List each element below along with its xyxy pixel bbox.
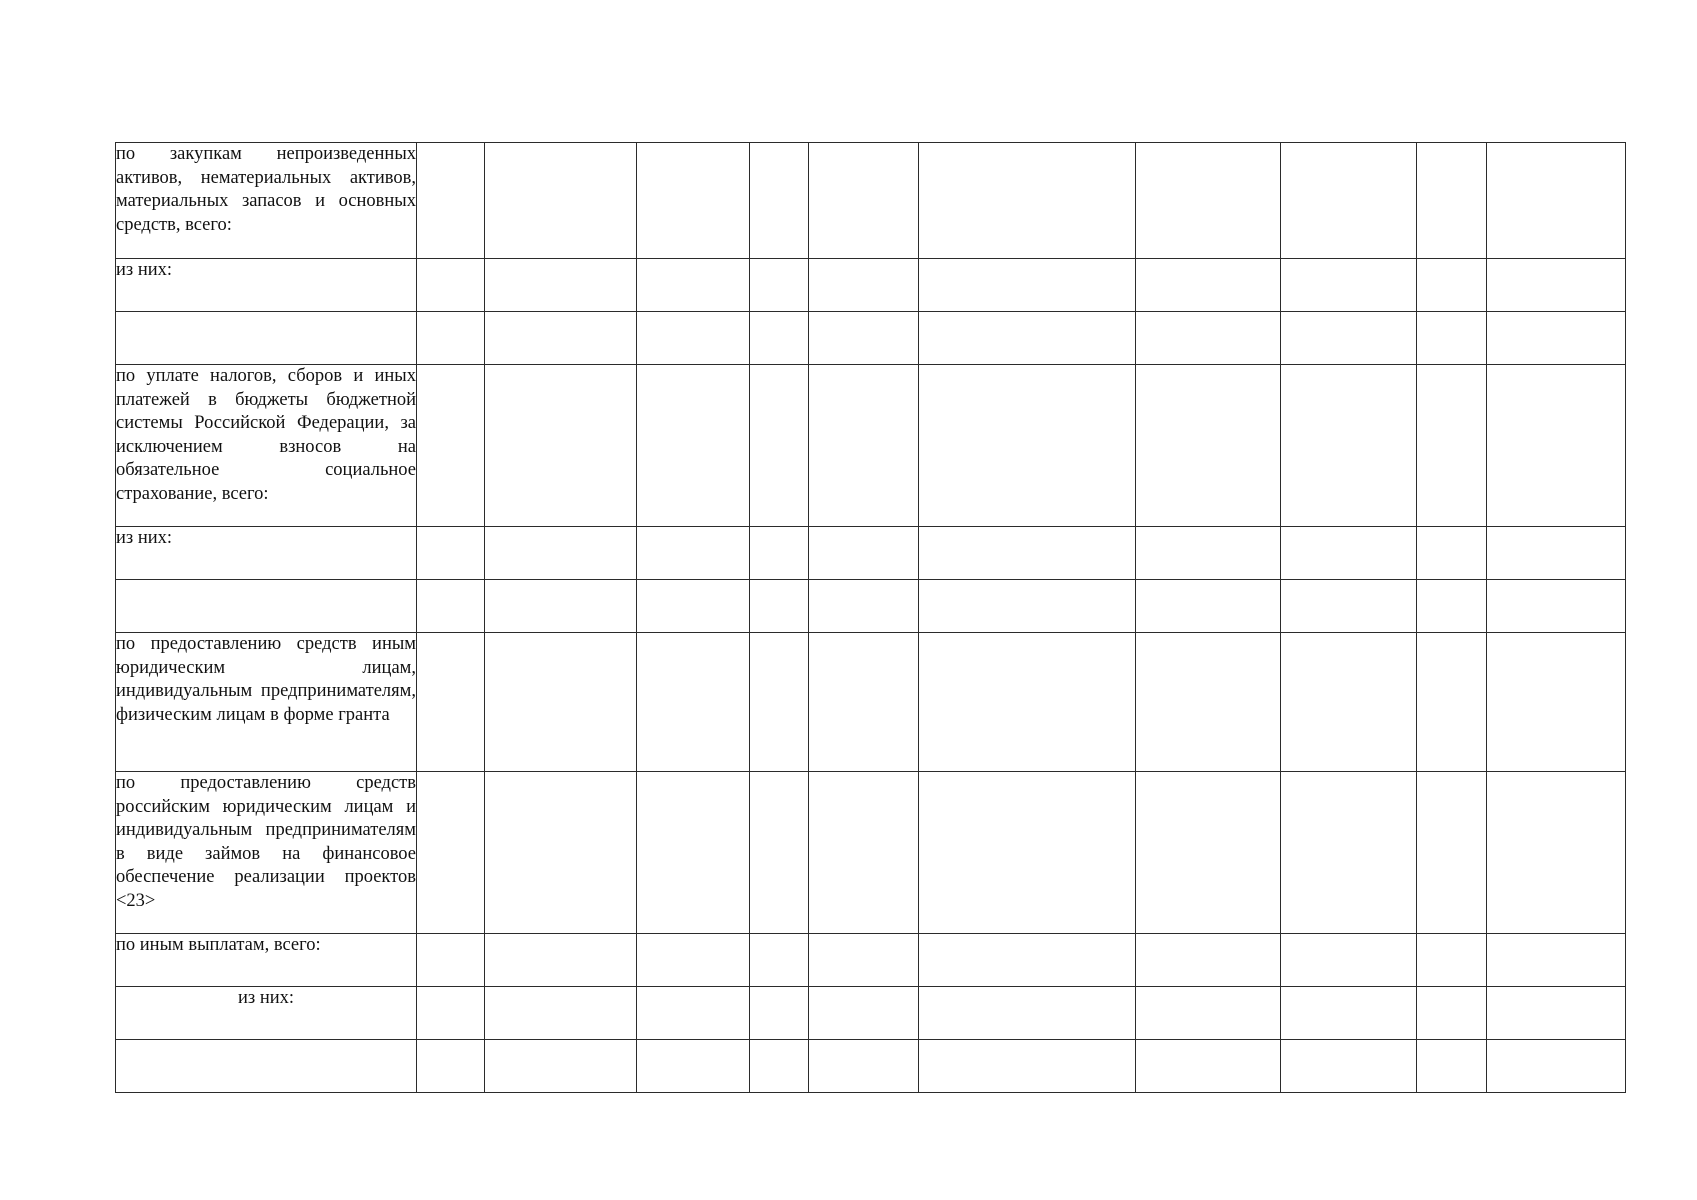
- table-cell: [919, 1040, 1136, 1093]
- table-cell: [919, 580, 1136, 633]
- table-cell: [1417, 527, 1487, 580]
- table-cell: [417, 143, 485, 259]
- table-cell: [750, 1040, 809, 1093]
- table-cell: [637, 772, 750, 934]
- row-label: по предоставлению средств иным юридическим лицам, индивидуальным предпринимателям, физическим лицам в форме гранта: [116, 634, 416, 725]
- table-cell: [1281, 1040, 1417, 1093]
- table-cell: [809, 772, 919, 934]
- table-cell: [637, 143, 750, 259]
- table-row: [116, 633, 1626, 772]
- table-cell: [1417, 312, 1487, 365]
- table-cell: [485, 312, 637, 365]
- table-cell: [1281, 312, 1417, 365]
- table-cell: [1136, 580, 1281, 633]
- table-cell: [1417, 580, 1487, 633]
- row-label-cell: [116, 934, 417, 987]
- table-cell: [637, 1040, 750, 1093]
- table-cell: [809, 312, 919, 365]
- table-cell: [485, 987, 637, 1040]
- table-cell: [809, 633, 919, 772]
- table-cell: [919, 527, 1136, 580]
- table-cell: [750, 527, 809, 580]
- table-cell: [1136, 143, 1281, 259]
- table-row: [116, 259, 1626, 312]
- table-cell: [1136, 259, 1281, 312]
- table-cell: [1136, 365, 1281, 527]
- table-cell: [919, 934, 1136, 987]
- table-cell: [750, 633, 809, 772]
- table-cell: [1417, 934, 1487, 987]
- table-cell: [1487, 580, 1626, 633]
- table-cell: [1417, 1040, 1487, 1093]
- row-label-cell: [116, 987, 417, 1040]
- table-cell: [750, 259, 809, 312]
- table-cell: [919, 259, 1136, 312]
- table-cell: [1487, 259, 1626, 312]
- row-label-cell: [116, 633, 417, 772]
- row-label: по иным выплатам, всего:: [116, 935, 321, 955]
- table-cell: [637, 580, 750, 633]
- table-cell: [919, 365, 1136, 527]
- table-cell: [750, 772, 809, 934]
- row-label-cell: [116, 772, 417, 934]
- table-cell: [417, 259, 485, 312]
- table-cell: [1281, 365, 1417, 527]
- row-label-cell: [116, 365, 417, 527]
- table-cell: [1487, 143, 1626, 259]
- table-cell: [1487, 633, 1626, 772]
- table-cell: [1417, 772, 1487, 934]
- row-label: из них:: [237, 988, 295, 1008]
- table-cell: [1281, 580, 1417, 633]
- table-row: [116, 987, 1626, 1040]
- row-label-cell: [116, 527, 417, 580]
- table-cell: [485, 580, 637, 633]
- table-cell: [417, 527, 485, 580]
- table-cell: [637, 259, 750, 312]
- table-cell: [1417, 365, 1487, 527]
- table-cell: [1281, 772, 1417, 934]
- row-label: по закупкам непроизведенных активов, нематериальных активов, материальных запасов и основных средств, всего:: [116, 144, 416, 235]
- table-cell: [485, 772, 637, 934]
- table-cell: [417, 772, 485, 934]
- table-cell: [417, 312, 485, 365]
- table-cell: [1136, 772, 1281, 934]
- table-cell: [637, 934, 750, 987]
- table-cell: [485, 633, 637, 772]
- row-label-cell: [116, 259, 417, 312]
- row-label: по уплате налогов, сборов и иных платежей в бюджеты бюджетной системы Российской Федерации, за исключением взносов на обязательное социальное страхование, всего:: [116, 366, 416, 504]
- table-row: [116, 143, 1626, 259]
- table-cell: [417, 633, 485, 772]
- table-cell: [637, 365, 750, 527]
- table-cell: [637, 987, 750, 1040]
- table-row: [116, 1040, 1626, 1093]
- table-cell: [1281, 527, 1417, 580]
- table-cell: [1417, 143, 1487, 259]
- table-cell: [1136, 527, 1281, 580]
- table-cell: [809, 987, 919, 1040]
- row-label-cell: [116, 1040, 417, 1093]
- table-row: [116, 365, 1626, 527]
- table-cell: [1281, 934, 1417, 987]
- table-cell: [1487, 987, 1626, 1040]
- row-label: из них:: [116, 260, 173, 280]
- table-cell: [919, 312, 1136, 365]
- table-cell: [809, 143, 919, 259]
- table-cell: [809, 527, 919, 580]
- payments-table: [115, 142, 1626, 1093]
- table-cell: [417, 580, 485, 633]
- table-cell: [919, 143, 1136, 259]
- table-cell: [750, 987, 809, 1040]
- row-label-cell: [116, 580, 417, 633]
- table-cell: [417, 1040, 485, 1093]
- table-cell: [485, 143, 637, 259]
- table-cell: [1136, 1040, 1281, 1093]
- table-cell: [1487, 934, 1626, 987]
- table-cell: [637, 312, 750, 365]
- table-cell: [1417, 987, 1487, 1040]
- table-cell: [919, 633, 1136, 772]
- table-cell: [637, 527, 750, 580]
- table-cell: [417, 934, 485, 987]
- table-cell: [750, 934, 809, 987]
- table-row: [116, 527, 1626, 580]
- table-row: [116, 934, 1626, 987]
- table-cell: [1487, 312, 1626, 365]
- table-cell: [919, 772, 1136, 934]
- table-cell: [485, 259, 637, 312]
- table-cell: [1281, 987, 1417, 1040]
- table-cell: [1487, 527, 1626, 580]
- table-cell: [417, 365, 485, 527]
- table-cell: [1136, 934, 1281, 987]
- table-cell: [1136, 987, 1281, 1040]
- row-label: из них:: [116, 528, 173, 548]
- table-cell: [1417, 259, 1487, 312]
- table-row: [116, 772, 1626, 934]
- table-cell: [417, 987, 485, 1040]
- table-cell: [750, 580, 809, 633]
- table-row: [116, 312, 1626, 365]
- table-cell: [809, 259, 919, 312]
- row-label: по предоставлению средств российским юридическим лицам и индивидуальным предпринимателям в виде займов на финансовое обеспечение реализации проектов <23>: [116, 773, 416, 911]
- table-cell: [919, 987, 1136, 1040]
- table-cell: [809, 934, 919, 987]
- table-cell: [637, 633, 750, 772]
- table-cell: [1281, 633, 1417, 772]
- table-cell: [1487, 1040, 1626, 1093]
- table-cell: [750, 143, 809, 259]
- table-cell: [809, 1040, 919, 1093]
- table-cell: [1281, 259, 1417, 312]
- table-cell: [809, 580, 919, 633]
- table-cell: [485, 527, 637, 580]
- table-cell: [1136, 633, 1281, 772]
- table-cell: [809, 365, 919, 527]
- row-label-cell: [116, 312, 417, 365]
- row-label-cell: [116, 143, 417, 259]
- table-cell: [1487, 772, 1626, 934]
- table-cell: [485, 365, 637, 527]
- table-row: [116, 580, 1626, 633]
- table-cell: [1136, 312, 1281, 365]
- table-cell: [1487, 365, 1626, 527]
- table-cell: [1281, 143, 1417, 259]
- table-cell: [750, 312, 809, 365]
- table-cell: [750, 365, 809, 527]
- table-cell: [485, 934, 637, 987]
- table-cell: [1417, 633, 1487, 772]
- table-cell: [485, 1040, 637, 1093]
